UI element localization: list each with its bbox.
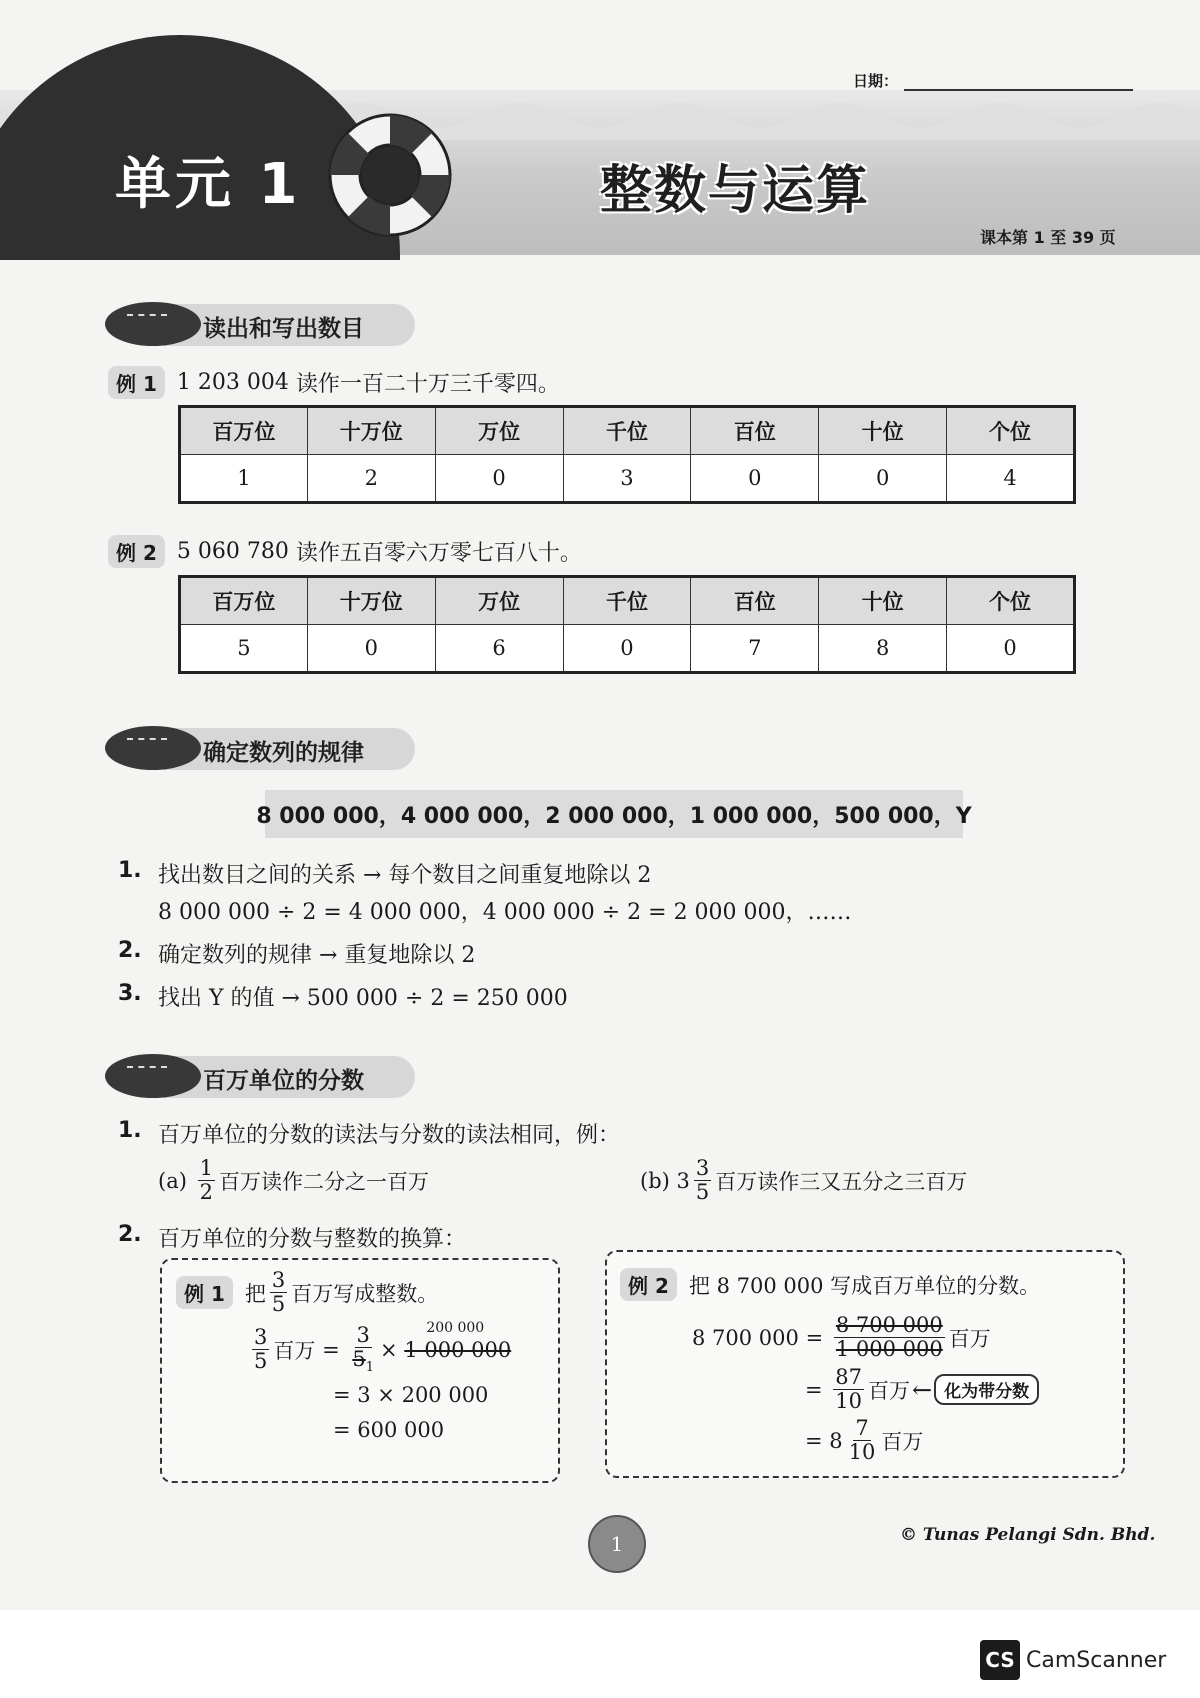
fraction [252,1327,269,1372]
example-number: 1 203 004 [176,370,289,395]
item-label: (b) [640,1168,670,1193]
example-number: 5 060 780 [176,539,289,564]
example-tag: 例 2 [620,1268,677,1301]
table-cell: 0 [563,625,691,673]
fraction [833,1367,864,1412]
step-text: 百万单位的分数与整数的换算： [158,1227,467,1252]
column-header: 个位 [947,407,1075,455]
numerator: 3 [271,1268,286,1292]
step-item [118,981,852,1012]
times-sign: × [380,1337,398,1362]
table-header-row [180,407,1075,455]
table-cell: 0 [307,625,435,673]
fraction [270,1270,287,1315]
unit-text: 百万 [881,1429,924,1454]
denominator: 2 [199,1180,213,1204]
section-header-fractions [105,1050,415,1100]
column-header: 十位 [819,577,947,625]
camscanner-text: CamScanner [1026,1647,1167,1673]
numerator: 3 [254,1325,268,1350]
fraction [834,1315,945,1360]
denominator-cancelled [350,1348,376,1374]
column-header: 个位 [947,577,1075,625]
step-number: 2. [118,1222,142,1247]
denominator: 10 [835,1389,863,1413]
numerator: 3 [356,1323,370,1347]
whole-part: 8 [829,1428,843,1453]
textbook-pages-ref: 课本第 1 至 39 页 [980,228,1116,247]
denominator: 1 000 000 [835,1337,943,1361]
column-header: 十万位 [307,407,435,455]
equals-sign: = [322,1337,340,1362]
sequence-steps [118,858,852,1012]
fraction-example-b [640,1158,967,1203]
box1-calc-line1 [248,1319,512,1376]
example-2-line [108,535,582,568]
box2-calc-line3 [805,1418,923,1463]
fraction-item-2 [118,1222,466,1253]
table-cell: 1 [180,455,308,503]
step-item [118,1118,620,1149]
cancel-result: 200 000 [426,1319,485,1336]
box2-text: 把 8 700 000 写成百万单位的分数。 [688,1273,1041,1298]
reading-text: 百万读作三又五分之三百万 [715,1169,968,1194]
column-header: 十万位 [307,577,435,625]
unit-text: 百万 [273,1338,316,1363]
example-reading: 读作一百二十万三千零四。 [295,372,560,397]
fraction [694,1158,711,1203]
step-text: 找出数目之间的关系 → 每个数目之间重复地除以 2 [158,863,652,888]
item-label: (a) [158,1168,187,1193]
section-title: 读出和写出数目 [203,316,364,342]
box2-calc-line2 [805,1367,1039,1412]
football-icon [105,726,201,770]
sequence-box: 8 000 000，4 000 000，2 000 000，1 000 000，500 000，Y [265,790,963,838]
reading-text: 百万读作二分之一百万 [218,1169,429,1194]
date-field[interactable] [853,70,1133,91]
table-cell: 7 [691,625,819,673]
denominator: 5 [254,1349,268,1374]
denominator: 10 [848,1440,876,1464]
table-cell: 3 [563,455,691,503]
unit-title: 单元 1 [115,152,302,217]
column-header: 万位 [435,577,563,625]
fraction [847,1418,878,1463]
camscanner-logo [980,1640,1166,1680]
step-number: 2. [118,938,142,963]
section-header-sequence [105,722,415,772]
section-header-read-write [105,298,415,348]
step-item [118,1222,466,1253]
cancelled-number: 1 000 000 [404,1337,512,1362]
step-subtext: 8 000 000 ÷ 2 = 4 000 000，4 000 000 ÷ 2 = 2 000 000，…… [158,900,852,925]
step-text: 百万单位的分数的读法与分数的读法相同，例： [158,1123,621,1148]
numerator: 7 [855,1416,869,1440]
camscanner-icon: CS [980,1640,1020,1680]
football-icon [105,1054,201,1098]
table-cell: 2 [307,455,435,503]
denominator: 5 [695,1180,710,1204]
equals-sign: = [805,1428,823,1453]
step-text: 找出 Y 的值 → 500 000 ÷ 2 = 250 000 [158,986,568,1011]
table-cell: 0 [691,455,819,503]
column-header: 千位 [563,577,691,625]
box1-title [176,1270,438,1315]
column-header: 万位 [435,407,563,455]
date-line[interactable] [904,77,1133,91]
example-reading: 读作五百零六万零七百八十。 [295,541,582,566]
example-tag: 例 1 [176,1276,233,1309]
page-number: 1 [588,1515,646,1573]
section-title: 确定数列的规律 [203,740,364,766]
place-value-table-2 [178,575,1076,674]
equals-sign: = [805,1377,823,1402]
box2-title [620,1268,1040,1301]
numerator: 3 [695,1156,710,1180]
fraction-example-a [158,1158,429,1203]
unit-text: 百万 [948,1326,991,1351]
column-header: 十位 [819,407,947,455]
column-header: 百万位 [180,407,308,455]
cancel-subscript: 1 [365,1360,375,1376]
box1-calc-line3: = 600 000 [333,1418,445,1442]
lhs-number: 8 700 000 [692,1325,799,1350]
chapter-title: 整数与运算 [600,161,871,221]
table-row [180,625,1075,673]
copyright-text: © Tunas Pelangi Sdn. Bhd. [900,1525,1156,1545]
step-item [118,858,852,889]
callout-mixed-number: 化为带分数 [934,1374,1039,1405]
fraction [198,1158,215,1203]
column-header: 百万位 [180,577,308,625]
lifebuoy-icon [325,110,455,240]
table-header-row [180,577,1075,625]
step-number: 1. [118,858,142,883]
column-header: 千位 [563,407,691,455]
step-number: 3. [118,981,142,1006]
table-cell: 4 [947,455,1075,503]
section-title: 百万单位的分数 [203,1068,364,1094]
numerator: 87 [835,1365,863,1389]
step-number: 1. [118,1118,142,1143]
column-header: 百位 [691,577,819,625]
numerator: 8 700 000 [835,1313,943,1337]
cancelled-fraction [350,1325,376,1374]
box2-calc-line1 [692,1315,991,1360]
table-cell: 0 [947,625,1075,673]
table-cell: 5 [180,625,308,673]
whole-part: 3 [676,1168,690,1193]
example-tag: 例 1 [108,366,165,399]
numerator: 1 [199,1156,213,1180]
example-tag: 例 2 [108,535,165,568]
unit-text: 百万 [868,1378,911,1403]
box1-suffix: 百万写成整数。 [291,1281,439,1306]
step-text: 确定数列的规律 → 重复地除以 2 [158,943,476,968]
column-header: 百位 [691,407,819,455]
table-cell: 8 [819,625,947,673]
place-value-table-1 [178,405,1076,504]
box1-calc-line2: = 3 × 200 000 [333,1383,489,1407]
cancelled-million [404,1319,512,1362]
table-cell: 6 [435,625,563,673]
box1-prefix: 把 [244,1281,266,1306]
cancelled-digit: 5 [352,1347,366,1371]
denominator: 5 [271,1292,286,1316]
arrow-left-icon: ← [912,1375,933,1404]
football-icon [105,302,201,346]
example-1-line [108,366,560,399]
table-cell: 0 [435,455,563,503]
equals-sign: = [805,1325,824,1350]
step-item [118,938,852,969]
date-label: 日期： [853,72,899,90]
fraction-item-1 [118,1118,620,1149]
table-cell: 0 [819,455,947,503]
table-row [180,455,1075,503]
